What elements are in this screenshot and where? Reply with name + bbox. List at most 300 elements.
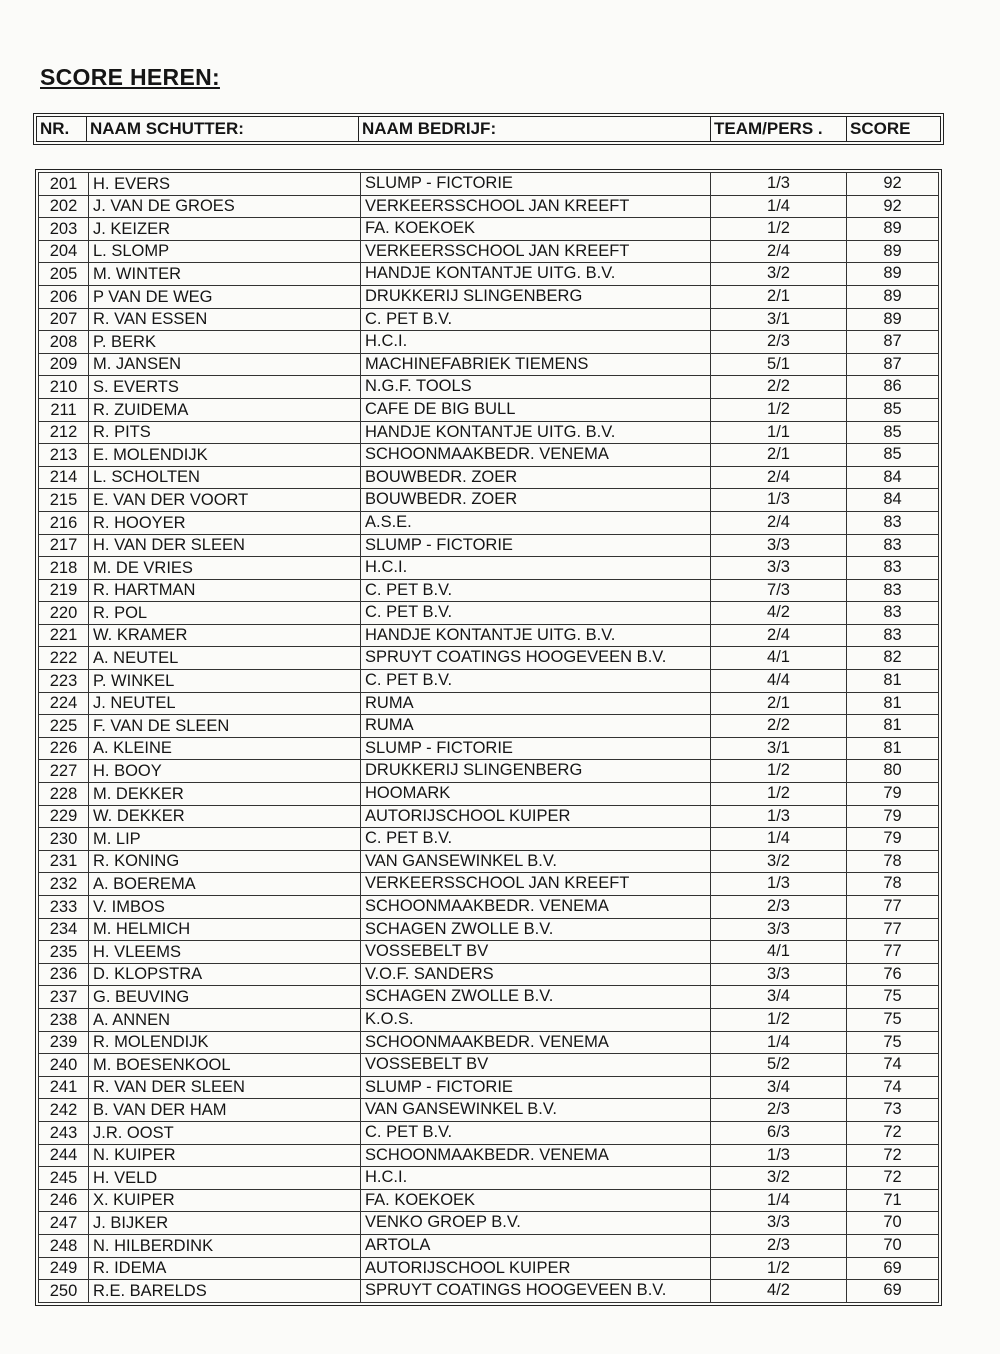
- cell-team: 7/3: [711, 579, 847, 602]
- cell-name: B. VAN DER HAM: [89, 1099, 361, 1122]
- cell-score: 83: [847, 557, 939, 580]
- cell-company: HANDJE KONTANTJE UITG. B.V.: [361, 624, 711, 647]
- score-table-body: [39, 173, 939, 1303]
- table-row: [39, 511, 939, 534]
- cell-name: P. WINKEL: [89, 670, 361, 693]
- cell-name: P VAN DE WEG: [89, 285, 361, 308]
- cell-name: H. EVERS: [89, 173, 361, 196]
- header-table: [36, 116, 941, 142]
- cell-nr: 203: [39, 218, 89, 241]
- cell-nr: 248: [39, 1234, 89, 1257]
- cell-team: 5/1: [711, 353, 847, 376]
- cell-score: 69: [847, 1257, 939, 1280]
- cell-name: M. LIP: [89, 828, 361, 851]
- cell-score: 84: [847, 489, 939, 512]
- cell-nr: 212: [39, 421, 89, 444]
- cell-team: 1/4: [711, 1189, 847, 1212]
- table-row: [39, 941, 939, 964]
- cell-nr: 223: [39, 670, 89, 693]
- table-row: [39, 760, 939, 783]
- table-row: [39, 1189, 939, 1212]
- cell-name: R. VAN DER SLEEN: [89, 1076, 361, 1099]
- cell-name: R. POL: [89, 602, 361, 625]
- cell-team: 2/1: [711, 285, 847, 308]
- table-row: [39, 398, 939, 421]
- cell-team: 3/3: [711, 918, 847, 941]
- cell-nr: 225: [39, 715, 89, 738]
- cell-company: SCHOONMAAKBEDR. VENEMA: [361, 1031, 711, 1054]
- cell-team: 4/4: [711, 670, 847, 693]
- cell-team: 2/4: [711, 624, 847, 647]
- cell-nr: 240: [39, 1054, 89, 1077]
- cell-score: 79: [847, 828, 939, 851]
- cell-company: SCHOONMAAKBEDR. VENEMA: [361, 1144, 711, 1167]
- cell-team: 1/3: [711, 873, 847, 896]
- table-row: [39, 805, 939, 828]
- cell-score: 89: [847, 263, 939, 286]
- cell-score: 75: [847, 986, 939, 1009]
- table-row: [39, 173, 939, 196]
- cell-team: 1/2: [711, 218, 847, 241]
- cell-name: D. KLOPSTRA: [89, 963, 361, 986]
- table-row: [39, 1076, 939, 1099]
- cell-nr: 213: [39, 444, 89, 467]
- header-score: SCORE: [847, 117, 941, 142]
- cell-score: 79: [847, 805, 939, 828]
- cell-name: H. VLEEMS: [89, 941, 361, 964]
- cell-nr: 230: [39, 828, 89, 851]
- cell-name: A. KLEINE: [89, 737, 361, 760]
- table-row: [39, 557, 939, 580]
- cell-score: 83: [847, 579, 939, 602]
- cell-team: 2/3: [711, 896, 847, 919]
- cell-team: 3/4: [711, 1076, 847, 1099]
- cell-score: 83: [847, 624, 939, 647]
- cell-name: H. VAN DER SLEEN: [89, 534, 361, 557]
- table-row: [39, 1121, 939, 1144]
- cell-score: 92: [847, 195, 939, 218]
- cell-nr: 231: [39, 850, 89, 873]
- cell-company: VAN GANSEWINKEL B.V.: [361, 850, 711, 873]
- cell-name: M. WINTER: [89, 263, 361, 286]
- cell-nr: 210: [39, 376, 89, 399]
- score-table: [38, 172, 939, 1303]
- cell-company: AUTORIJSCHOOL KUIPER: [361, 805, 711, 828]
- cell-score: 72: [847, 1121, 939, 1144]
- table-row: [39, 195, 939, 218]
- table-row: [39, 466, 939, 489]
- cell-company: K.O.S.: [361, 1008, 711, 1031]
- table-row: [39, 896, 939, 919]
- cell-company: DRUKKERIJ SLINGENBERG: [361, 760, 711, 783]
- cell-company: RUMA: [361, 692, 711, 715]
- cell-score: 89: [847, 218, 939, 241]
- cell-company: C. PET B.V.: [361, 670, 711, 693]
- cell-team: 2/2: [711, 715, 847, 738]
- cell-team: 3/2: [711, 263, 847, 286]
- cell-score: 71: [847, 1189, 939, 1212]
- cell-company: VENKO GROEP B.V.: [361, 1212, 711, 1235]
- cell-score: 82: [847, 647, 939, 670]
- cell-team: 2/1: [711, 444, 847, 467]
- table-row: [39, 1031, 939, 1054]
- table-row: [39, 1280, 939, 1303]
- table-row: [39, 692, 939, 715]
- cell-nr: 214: [39, 466, 89, 489]
- cell-name: R. KONING: [89, 850, 361, 873]
- cell-company: FA. KOEKOEK: [361, 218, 711, 241]
- cell-nr: 250: [39, 1280, 89, 1303]
- cell-score: 86: [847, 376, 939, 399]
- cell-nr: 220: [39, 602, 89, 625]
- cell-team: 1/3: [711, 1144, 847, 1167]
- cell-team: 2/3: [711, 1234, 847, 1257]
- cell-team: 3/1: [711, 737, 847, 760]
- cell-team: 3/3: [711, 963, 847, 986]
- cell-team: 1/2: [711, 760, 847, 783]
- table-row: [39, 783, 939, 806]
- cell-name: E. VAN DER VOORT: [89, 489, 361, 512]
- cell-team: 4/1: [711, 941, 847, 964]
- cell-company: AUTORIJSCHOOL KUIPER: [361, 1257, 711, 1280]
- cell-team: 1/3: [711, 173, 847, 196]
- cell-team: 3/3: [711, 1212, 847, 1235]
- cell-score: 83: [847, 511, 939, 534]
- table-row: [39, 240, 939, 263]
- table-row: [39, 263, 939, 286]
- cell-name: R.E. BARELDS: [89, 1280, 361, 1303]
- cell-nr: 249: [39, 1257, 89, 1280]
- cell-nr: 224: [39, 692, 89, 715]
- cell-team: 1/4: [711, 1031, 847, 1054]
- cell-score: 81: [847, 670, 939, 693]
- cell-nr: 237: [39, 986, 89, 1009]
- table-row: [39, 986, 939, 1009]
- cell-team: 1/2: [711, 1008, 847, 1031]
- cell-nr: 205: [39, 263, 89, 286]
- cell-name: H. VELD: [89, 1167, 361, 1190]
- cell-team: 5/2: [711, 1054, 847, 1077]
- cell-company: N.G.F. TOOLS: [361, 376, 711, 399]
- cell-company: MACHINEFABRIEK TIEMENS: [361, 353, 711, 376]
- cell-nr: 206: [39, 285, 89, 308]
- cell-company: V.O.F. SANDERS: [361, 963, 711, 986]
- cell-name: R. VAN ESSEN: [89, 308, 361, 331]
- cell-nr: 221: [39, 624, 89, 647]
- cell-name: A. BOEREMA: [89, 873, 361, 896]
- cell-company: C. PET B.V.: [361, 1121, 711, 1144]
- cell-score: 80: [847, 760, 939, 783]
- cell-team: 1/4: [711, 828, 847, 851]
- cell-score: 89: [847, 285, 939, 308]
- cell-team: 6/3: [711, 1121, 847, 1144]
- cell-nr: 234: [39, 918, 89, 941]
- cell-nr: 219: [39, 579, 89, 602]
- cell-score: 81: [847, 737, 939, 760]
- cell-company: FA. KOEKOEK: [361, 1189, 711, 1212]
- cell-name: G. BEUVING: [89, 986, 361, 1009]
- cell-company: VERKEERSSCHOOL JAN KREEFT: [361, 873, 711, 896]
- cell-nr: 243: [39, 1121, 89, 1144]
- cell-score: 70: [847, 1212, 939, 1235]
- cell-team: 4/1: [711, 647, 847, 670]
- table-row: [39, 444, 939, 467]
- cell-company: VERKEERSSCHOOL JAN KREEFT: [361, 195, 711, 218]
- cell-name: S. EVERTS: [89, 376, 361, 399]
- cell-name: M. DE VRIES: [89, 557, 361, 580]
- table-row: [39, 918, 939, 941]
- cell-company: SLUMP - FICTORIE: [361, 534, 711, 557]
- cell-name: J.R. OOST: [89, 1121, 361, 1144]
- table-row: [39, 534, 939, 557]
- table-row: [39, 1144, 939, 1167]
- table-row: [39, 308, 939, 331]
- cell-team: 3/2: [711, 1167, 847, 1190]
- cell-nr: 207: [39, 308, 89, 331]
- cell-score: 89: [847, 308, 939, 331]
- cell-nr: 208: [39, 331, 89, 354]
- cell-name: R. PITS: [89, 421, 361, 444]
- cell-score: 77: [847, 896, 939, 919]
- table-row: [39, 715, 939, 738]
- cell-name: M. BOESENKOOL: [89, 1054, 361, 1077]
- table-row: [39, 602, 939, 625]
- cell-score: 83: [847, 602, 939, 625]
- cell-team: 1/1: [711, 421, 847, 444]
- cell-name: R. MOLENDIJK: [89, 1031, 361, 1054]
- header-name: NAAM SCHUTTER:: [87, 117, 359, 142]
- cell-name: N. KUIPER: [89, 1144, 361, 1167]
- cell-name: F. VAN DE SLEEN: [89, 715, 361, 738]
- cell-score: 75: [847, 1008, 939, 1031]
- cell-nr: 235: [39, 941, 89, 964]
- cell-team: 2/4: [711, 511, 847, 534]
- cell-name: J. BIJKER: [89, 1212, 361, 1235]
- cell-name: J. VAN DE GROES: [89, 195, 361, 218]
- cell-company: VERKEERSSCHOOL JAN KREEFT: [361, 240, 711, 263]
- table-row: [39, 1054, 939, 1077]
- cell-company: HOOMARK: [361, 783, 711, 806]
- cell-nr: 246: [39, 1189, 89, 1212]
- page-title: SCORE HEREN:: [40, 64, 220, 90]
- cell-name: L. SCHOLTEN: [89, 466, 361, 489]
- cell-company: SLUMP - FICTORIE: [361, 173, 711, 196]
- header-team: TEAM/PERS .: [711, 117, 847, 142]
- cell-nr: 232: [39, 873, 89, 896]
- cell-nr: 241: [39, 1076, 89, 1099]
- cell-score: 75: [847, 1031, 939, 1054]
- cell-company: HANDJE KONTANTJE UITG. B.V.: [361, 263, 711, 286]
- cell-score: 85: [847, 444, 939, 467]
- table-row: [39, 376, 939, 399]
- table-row: [39, 331, 939, 354]
- table-row: [39, 873, 939, 896]
- cell-team: 3/3: [711, 557, 847, 580]
- cell-team: 2/4: [711, 466, 847, 489]
- table-row: [39, 1234, 939, 1257]
- cell-nr: 215: [39, 489, 89, 512]
- cell-company: HANDJE KONTANTJE UITG. B.V.: [361, 421, 711, 444]
- cell-nr: 247: [39, 1212, 89, 1235]
- cell-team: 3/4: [711, 986, 847, 1009]
- cell-company: SPRUYT COATINGS HOOGEVEEN B.V.: [361, 647, 711, 670]
- cell-company: BOUWBEDR. ZOER: [361, 489, 711, 512]
- cell-company: H.C.I.: [361, 557, 711, 580]
- cell-nr: 227: [39, 760, 89, 783]
- cell-company: BOUWBEDR. ZOER: [361, 466, 711, 489]
- cell-company: DRUKKERIJ SLINGENBERG: [361, 285, 711, 308]
- cell-company: SCHOONMAAKBEDR. VENEMA: [361, 896, 711, 919]
- cell-nr: 226: [39, 737, 89, 760]
- table-row: [39, 285, 939, 308]
- cell-team: 4/2: [711, 1280, 847, 1303]
- cell-nr: 217: [39, 534, 89, 557]
- cell-name: H. BOOY: [89, 760, 361, 783]
- cell-company: C. PET B.V.: [361, 579, 711, 602]
- cell-name: V. IMBOS: [89, 896, 361, 919]
- cell-score: 87: [847, 353, 939, 376]
- cell-team: 4/2: [711, 602, 847, 625]
- cell-name: J. KEIZER: [89, 218, 361, 241]
- cell-company: SCHAGEN ZWOLLE B.V.: [361, 986, 711, 1009]
- cell-name: R. ZUIDEMA: [89, 398, 361, 421]
- cell-score: 77: [847, 918, 939, 941]
- table-row: [39, 1167, 939, 1190]
- cell-company: SLUMP - FICTORIE: [361, 1076, 711, 1099]
- cell-score: 76: [847, 963, 939, 986]
- cell-nr: 216: [39, 511, 89, 534]
- table-row: [39, 647, 939, 670]
- cell-name: W. DEKKER: [89, 805, 361, 828]
- cell-nr: 245: [39, 1167, 89, 1190]
- cell-name: R. HARTMAN: [89, 579, 361, 602]
- table-row: [39, 1008, 939, 1031]
- cell-nr: 211: [39, 398, 89, 421]
- cell-nr: 242: [39, 1099, 89, 1122]
- cell-score: 73: [847, 1099, 939, 1122]
- table-row: [39, 737, 939, 760]
- cell-company: H.C.I.: [361, 331, 711, 354]
- cell-team: 3/1: [711, 308, 847, 331]
- cell-nr: 201: [39, 173, 89, 196]
- table-row: [39, 1257, 939, 1280]
- cell-name: R. IDEMA: [89, 1257, 361, 1280]
- header-row: [37, 117, 941, 142]
- table-row: [39, 850, 939, 873]
- table-row: [39, 353, 939, 376]
- cell-company: SCHOONMAAKBEDR. VENEMA: [361, 444, 711, 467]
- cell-score: 78: [847, 850, 939, 873]
- table-row: [39, 670, 939, 693]
- table-row: [39, 624, 939, 647]
- cell-company: SLUMP - FICTORIE: [361, 737, 711, 760]
- cell-company: ARTOLA: [361, 1234, 711, 1257]
- cell-name: M. HELMICH: [89, 918, 361, 941]
- cell-score: 78: [847, 873, 939, 896]
- cell-team: 1/3: [711, 805, 847, 828]
- cell-score: 79: [847, 783, 939, 806]
- cell-company: CAFE DE BIG BULL: [361, 398, 711, 421]
- cell-score: 74: [847, 1054, 939, 1077]
- cell-score: 89: [847, 240, 939, 263]
- cell-nr: 239: [39, 1031, 89, 1054]
- table-row: [39, 828, 939, 851]
- cell-name: M. JANSEN: [89, 353, 361, 376]
- cell-nr: 228: [39, 783, 89, 806]
- cell-score: 77: [847, 941, 939, 964]
- cell-team: 1/2: [711, 398, 847, 421]
- cell-name: P. BERK: [89, 331, 361, 354]
- cell-team: 2/2: [711, 376, 847, 399]
- cell-nr: 244: [39, 1144, 89, 1167]
- cell-nr: 218: [39, 557, 89, 580]
- cell-score: 85: [847, 421, 939, 444]
- table-row: [39, 218, 939, 241]
- cell-name: A. NEUTEL: [89, 647, 361, 670]
- cell-score: 81: [847, 715, 939, 738]
- cell-company: H.C.I.: [361, 1167, 711, 1190]
- cell-score: 72: [847, 1144, 939, 1167]
- table-row: [39, 963, 939, 986]
- header-company: NAAM BEDRIJF:: [359, 117, 711, 142]
- cell-team: 1/3: [711, 489, 847, 512]
- cell-name: N. HILBERDINK: [89, 1234, 361, 1257]
- cell-nr: 204: [39, 240, 89, 263]
- cell-team: 2/3: [711, 1099, 847, 1122]
- cell-team: 1/4: [711, 195, 847, 218]
- cell-team: 2/1: [711, 692, 847, 715]
- cell-score: 87: [847, 331, 939, 354]
- cell-company: SPRUYT COATINGS HOOGEVEEN B.V.: [361, 1280, 711, 1303]
- cell-nr: 233: [39, 896, 89, 919]
- cell-nr: 222: [39, 647, 89, 670]
- cell-nr: 236: [39, 963, 89, 986]
- cell-name: W. KRAMER: [89, 624, 361, 647]
- cell-name: L. SLOMP: [89, 240, 361, 263]
- cell-name: X. KUIPER: [89, 1189, 361, 1212]
- cell-score: 72: [847, 1167, 939, 1190]
- cell-company: C. PET B.V.: [361, 308, 711, 331]
- cell-company: C. PET B.V.: [361, 602, 711, 625]
- cell-team: 2/3: [711, 331, 847, 354]
- cell-score: 83: [847, 534, 939, 557]
- cell-score: 84: [847, 466, 939, 489]
- cell-name: A. ANNEN: [89, 1008, 361, 1031]
- cell-company: A.S.E.: [361, 511, 711, 534]
- cell-company: SCHAGEN ZWOLLE B.V.: [361, 918, 711, 941]
- cell-company: VOSSEBELT BV: [361, 941, 711, 964]
- cell-name: R. HOOYER: [89, 511, 361, 534]
- table-row: [39, 579, 939, 602]
- cell-nr: 209: [39, 353, 89, 376]
- cell-nr: 229: [39, 805, 89, 828]
- cell-score: 81: [847, 692, 939, 715]
- cell-name: J. NEUTEL: [89, 692, 361, 715]
- cell-team: 2/4: [711, 240, 847, 263]
- cell-company: VAN GANSEWINKEL B.V.: [361, 1099, 711, 1122]
- table-row: [39, 1099, 939, 1122]
- cell-score: 69: [847, 1280, 939, 1303]
- header-nr: NR.: [37, 117, 87, 142]
- cell-team: 1/2: [711, 783, 847, 806]
- table-row: [39, 421, 939, 444]
- cell-nr: 238: [39, 1008, 89, 1031]
- cell-company: C. PET B.V.: [361, 828, 711, 851]
- cell-score: 70: [847, 1234, 939, 1257]
- cell-company: RUMA: [361, 715, 711, 738]
- cell-score: 92: [847, 173, 939, 196]
- cell-score: 85: [847, 398, 939, 421]
